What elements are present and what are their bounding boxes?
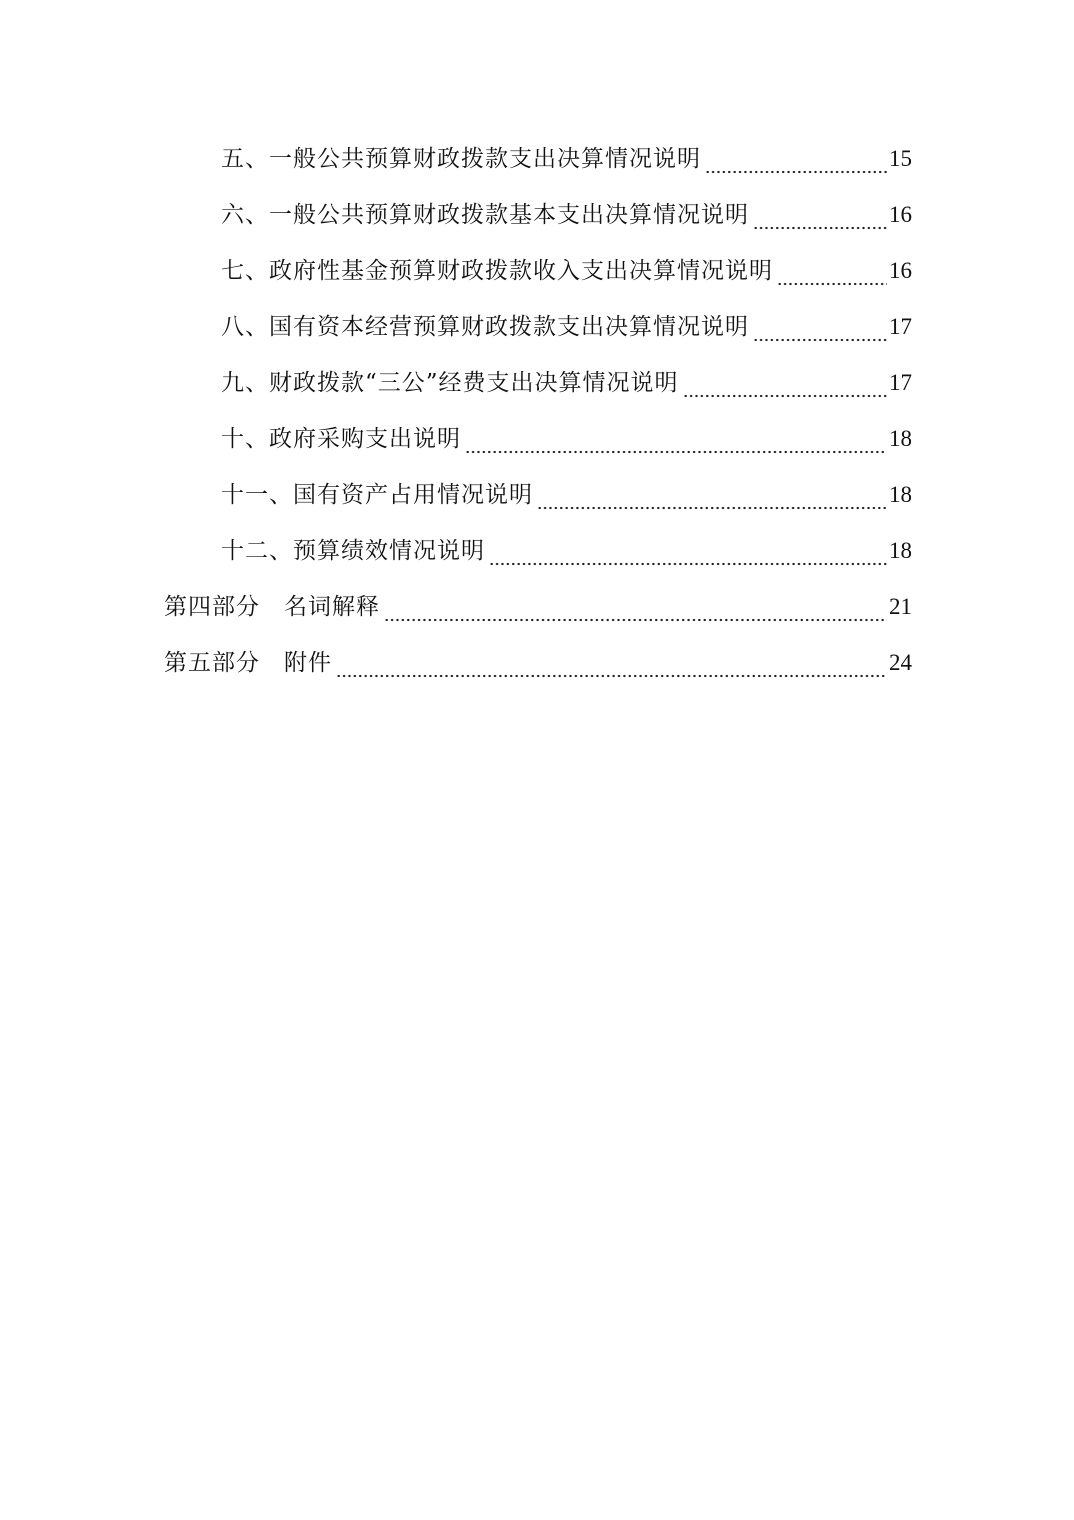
toc-dot-leader <box>489 531 887 571</box>
toc-dot-leader <box>777 251 887 291</box>
toc-entry-8[interactable] <box>221 307 912 347</box>
toc-entry-part-4[interactable] <box>164 587 912 627</box>
toc-page-number: 18 <box>889 538 912 563</box>
toc-page-number: 17 <box>889 370 912 395</box>
toc-entry-6[interactable] <box>221 195 912 235</box>
toc-entry-5[interactable] <box>221 139 912 179</box>
toc-entry-title: 五、一般公共预算财政拨款支出决算情况说明 <box>221 146 701 172</box>
toc-entry-12[interactable] <box>221 531 912 571</box>
toc-page-number: 18 <box>889 426 912 451</box>
toc-page-number: 18 <box>889 482 912 507</box>
toc-entry-7[interactable] <box>221 251 912 291</box>
toc-page-number: 24 <box>889 650 912 675</box>
toc-entry-title: 七、政府性基金预算财政拨款收入支出决算情况说明 <box>221 258 773 284</box>
toc-part-label: 第四部分 <box>164 594 260 620</box>
toc-entry-title <box>164 587 380 627</box>
toc-dot-leader <box>683 363 887 403</box>
toc-dot-leader <box>384 587 887 627</box>
toc-page-number: 21 <box>889 594 912 619</box>
toc-part-label: 第五部分 <box>164 650 260 676</box>
toc-entry-title: 六、一般公共预算财政拨款基本支出决算情况说明 <box>221 202 749 228</box>
toc-entry-10[interactable] <box>221 419 912 459</box>
toc-entry-part-5[interactable] <box>164 643 912 683</box>
toc-part-name: 附件 <box>284 650 332 676</box>
toc-entry-title: 十一、国有资产占用情况说明 <box>221 482 533 508</box>
toc-dot-leader <box>705 139 887 179</box>
toc-page-number: 17 <box>889 314 912 339</box>
toc-dot-leader <box>753 195 887 235</box>
toc-entry-title: 九、财政拨款“三公”经费支出决算情况说明 <box>221 370 679 396</box>
toc-entry-title <box>164 643 332 683</box>
toc-entry-title: 八、国有资本经营预算财政拨款支出决算情况说明 <box>221 314 749 340</box>
toc-dot-leader <box>465 419 887 459</box>
toc-entry-title: 十、政府采购支出说明 <box>221 426 461 452</box>
toc-page-number: 15 <box>889 146 912 171</box>
toc-dot-leader <box>537 475 887 515</box>
toc-page-number: 16 <box>889 258 912 283</box>
toc-part-name: 名词解释 <box>284 594 380 620</box>
toc-entry-11[interactable] <box>221 475 912 515</box>
toc-entry-title: 十二、预算绩效情况说明 <box>221 538 485 564</box>
toc-dot-leader <box>336 643 887 683</box>
toc-entry-9[interactable] <box>221 363 912 403</box>
toc-page-number: 16 <box>889 202 912 227</box>
toc-dot-leader <box>753 307 887 347</box>
